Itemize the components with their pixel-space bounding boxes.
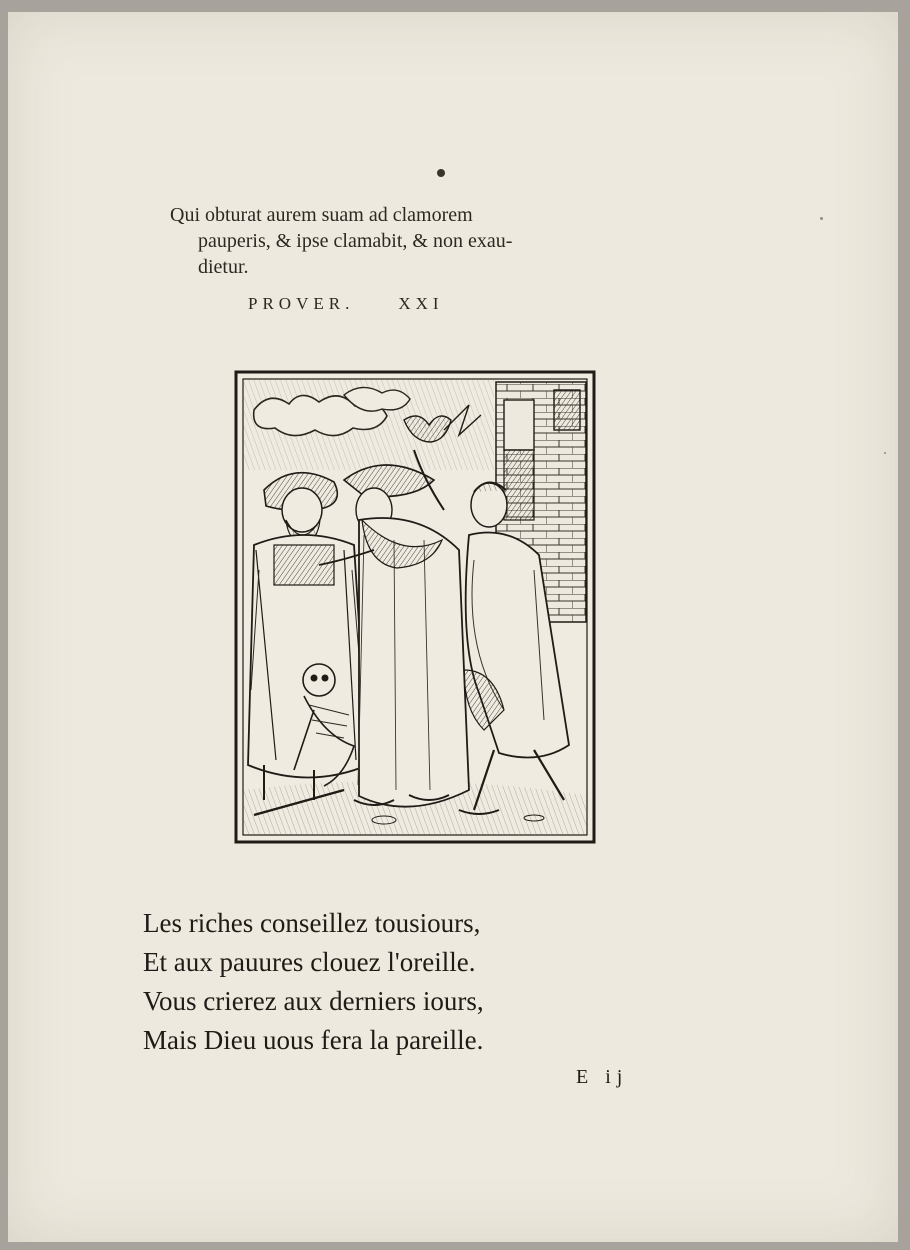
french-verse xyxy=(143,904,643,1060)
woodcut-illustration xyxy=(234,370,596,844)
ink-dot xyxy=(437,169,445,177)
ink-speck xyxy=(884,452,886,454)
reference-book: PROVER. xyxy=(248,294,355,313)
verse-line: Les riches conseillez tousiours, xyxy=(143,908,481,938)
book-page xyxy=(8,12,898,1242)
verse-line: Vous crierez aux derniers iours, xyxy=(143,986,484,1016)
latin-epigraph xyxy=(170,202,640,280)
reference-chapter: XXI xyxy=(398,294,444,313)
verse-line: Et aux pauures clouez l'oreille. xyxy=(143,947,476,977)
epigraph-line: dietur. xyxy=(198,256,249,278)
bible-reference xyxy=(248,294,548,314)
epigraph-line: pauperis, & ipse clamabit, & non exau- xyxy=(198,230,513,252)
epigraph-line: Qui obturat aurem suam ad clamorem xyxy=(170,204,473,226)
ink-speck xyxy=(820,217,823,220)
signature-mark: E ij xyxy=(576,1066,629,1088)
verse-line: Mais Dieu uous fera la pareille. xyxy=(143,1025,484,1055)
